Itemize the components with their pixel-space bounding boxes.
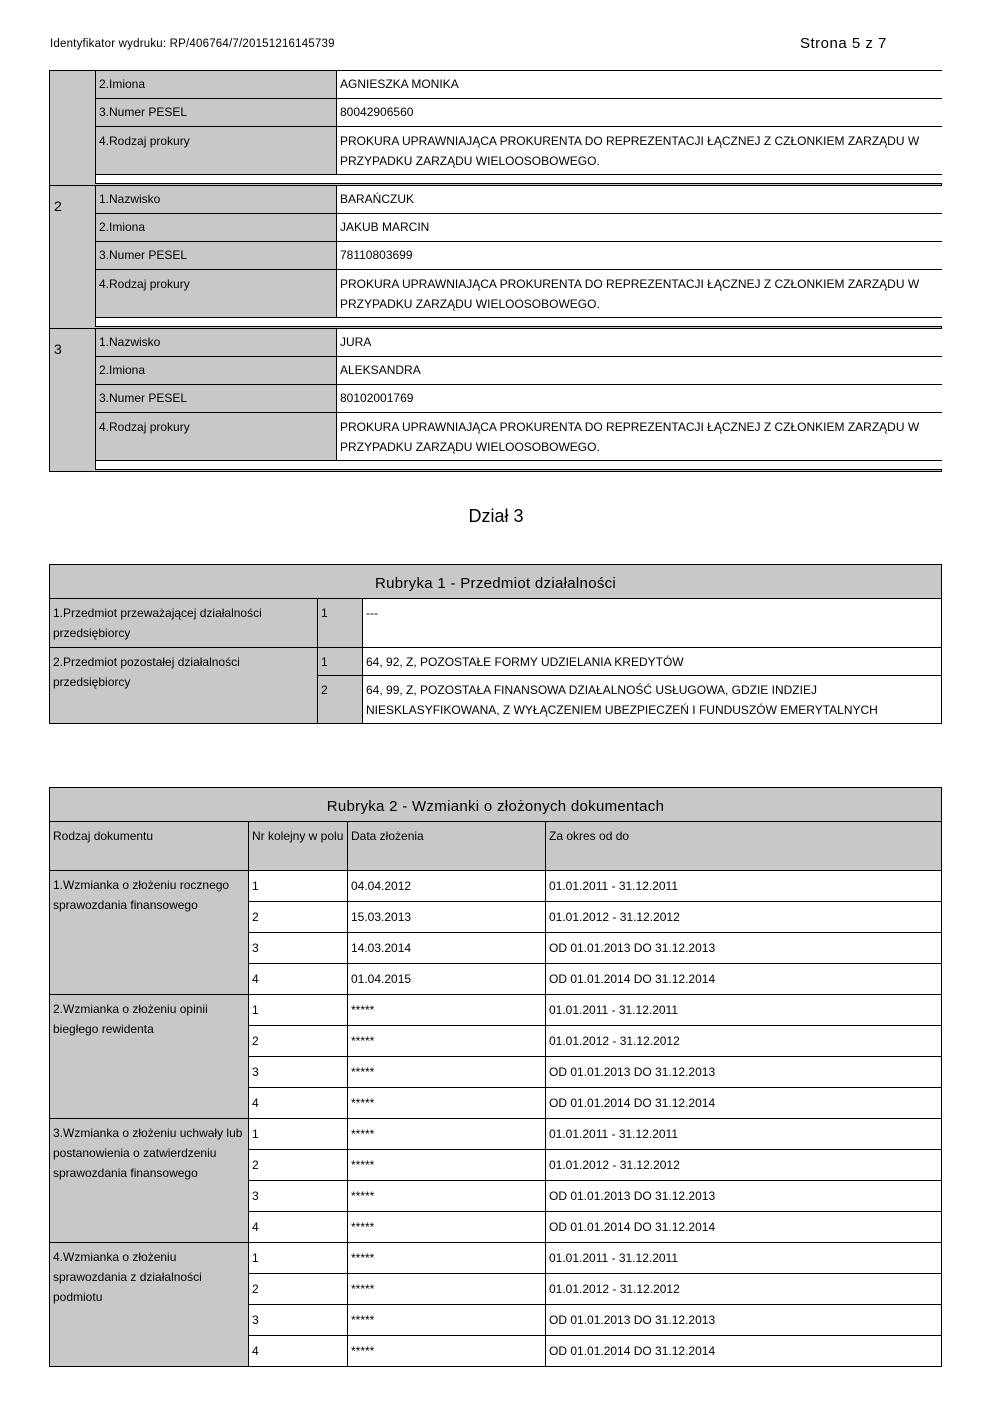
period-range: OD 01.01.2014 DO 31.12.2014 <box>546 1336 942 1367</box>
activity-value: 64, 92, Z, POZOSTAŁE FORMY UDZIELANIA KREDYTÓW <box>363 648 942 676</box>
row-number: 1 <box>318 648 363 676</box>
prokurent-index: 3 <box>54 341 62 357</box>
field-value: PROKURA UPRAWNIAJĄCA PROKURENTA DO REPREZENTACJI ŁĄCZNEJ Z CZŁONKIEM ZARZĄDU W PRZYPADKU ZARZĄDU WIELOOSOBOWEGO. <box>337 270 942 317</box>
row-number: 4 <box>249 1088 348 1119</box>
period-range: 01.01.2011 - 31.12.2011 <box>546 995 942 1026</box>
document-type: 2.Wzmianka o złożeniu opinii biegłego rewidenta <box>50 995 249 1119</box>
field-row <box>96 99 942 127</box>
row-number: 2 <box>249 1026 348 1057</box>
row-number: 4 <box>249 1212 348 1243</box>
submission-date: ***** <box>348 1243 546 1274</box>
field-value: JURA <box>337 329 942 356</box>
period-range: 01.01.2012 - 31.12.2012 <box>546 1150 942 1181</box>
column-header: Data złożenia <box>348 822 546 871</box>
period-range: OD 01.01.2014 DO 31.12.2014 <box>546 1212 942 1243</box>
period-range: OD 01.01.2014 DO 31.12.2014 <box>546 964 942 995</box>
field-row <box>96 385 942 413</box>
period-range: OD 01.01.2013 DO 31.12.2013 <box>546 1057 942 1088</box>
submission-date: ***** <box>348 1057 546 1088</box>
period-range: 01.01.2011 - 31.12.2011 <box>546 1243 942 1274</box>
period-range: 01.01.2012 - 31.12.2012 <box>546 1274 942 1305</box>
submission-date: 15.03.2013 <box>348 902 546 933</box>
field-value: AGNIESZKA MONIKA <box>337 71 942 98</box>
field-value: ALEKSANDRA <box>337 357 942 384</box>
period-range: 01.01.2011 - 31.12.2011 <box>546 1119 942 1150</box>
field-label: 1.Nazwisko <box>96 329 337 356</box>
prokurent-entry <box>49 70 942 186</box>
table-row <box>50 995 942 1026</box>
submission-date: ***** <box>348 1305 546 1336</box>
row-number: 2 <box>249 902 348 933</box>
table-row <box>50 1119 942 1150</box>
activity-value: 64, 99, Z, POZOSTAŁA FINANSOWA DZIAŁALNOŚĆ USŁUGOWA, GDZIE INDZIEJ NIESKLASYFIKOWANA, Z WYŁĄCZENIEM UBEZPIECZEŃ I FUNDUSZÓW EMERYTALNYCH <box>363 676 942 724</box>
document-type: 3.Wzmianka o złożeniu uchwały lub postanowienia o zatwierdzeniu sprawozdania finansowego <box>50 1119 249 1243</box>
submission-date: ***** <box>348 1181 546 1212</box>
field-row <box>96 71 942 99</box>
prokurent-index <box>50 71 95 83</box>
field-label: 4.Rodzaj prokury <box>96 127 337 174</box>
submission-date: ***** <box>348 1212 546 1243</box>
submission-date: ***** <box>348 995 546 1026</box>
prokurent-entry <box>49 328 942 472</box>
submission-date: ***** <box>348 1119 546 1150</box>
pozostala-label: 2.Przedmiot pozostałej działalności przedsiębiorcy <box>50 648 318 724</box>
field-row <box>96 214 942 242</box>
field-label: 3.Numer PESEL <box>96 99 337 126</box>
row-separator <box>96 318 942 327</box>
document-type: 1.Wzmianka o złożeniu rocznego sprawozdania finansowego <box>50 871 249 995</box>
submission-date: ***** <box>348 1088 546 1119</box>
row-separator <box>96 175 942 184</box>
field-row <box>96 270 942 318</box>
column-header: Za okres od do <box>546 822 942 871</box>
field-row <box>96 127 942 175</box>
submission-date: ***** <box>348 1274 546 1305</box>
field-value: 80102001769 <box>337 385 942 412</box>
field-label: 2.Imiona <box>96 214 337 241</box>
print-identifier: Identyfikator wydruku: RP/406764/7/20151216145739 <box>50 38 335 50</box>
row-number: 4 <box>249 1336 348 1367</box>
row-number: 1 <box>249 995 348 1026</box>
row-number: 1 <box>318 599 363 648</box>
activity-value: --- <box>363 599 942 648</box>
rubryka-2-title: Rubryka 2 - Wzmianki o złożonych dokumentach <box>50 788 942 822</box>
field-label: 4.Rodzaj prokury <box>96 413 337 460</box>
submission-date: 04.04.2012 <box>348 871 546 902</box>
rubryka-1-title: Rubryka 1 - Przedmiot działalności <box>50 565 942 599</box>
period-range: 01.01.2011 - 31.12.2011 <box>546 871 942 902</box>
row-number: 2 <box>318 676 363 724</box>
field-value: PROKURA UPRAWNIAJĄCA PROKURENTA DO REPREZENTACJI ŁĄCZNEJ Z CZŁONKIEM ZARZĄDU W PRZYPADKU ZARZĄDU WIELOOSOBOWEGO. <box>337 413 942 460</box>
period-range: OD 01.01.2014 DO 31.12.2014 <box>546 1088 942 1119</box>
rubryka-2-table <box>49 787 942 1367</box>
field-label: 1.Nazwisko <box>96 186 337 213</box>
przewazajaca-label: 1.Przedmiot przeważającej działalności przedsiębiorcy <box>50 599 318 648</box>
field-value: PROKURA UPRAWNIAJĄCA PROKURENTA DO REPREZENTACJI ŁĄCZNEJ Z CZŁONKIEM ZARZĄDU W PRZYPADKU ZARZĄDU WIELOOSOBOWEGO. <box>337 127 942 174</box>
row-number: 3 <box>249 1057 348 1088</box>
prokurent-entry <box>49 185 942 330</box>
field-row <box>96 242 942 270</box>
submission-date: 01.04.2015 <box>348 964 546 995</box>
period-range: OD 01.01.2013 DO 31.12.2013 <box>546 1305 942 1336</box>
field-label: 2.Imiona <box>96 357 337 384</box>
row-separator <box>96 461 942 470</box>
section-title: Dział 3 <box>468 506 524 526</box>
row-number: 1 <box>249 1243 348 1274</box>
field-value: 80042906560 <box>337 99 942 126</box>
field-label: 3.Numer PESEL <box>96 242 337 269</box>
rubryka-1-table <box>49 564 942 724</box>
period-range: 01.01.2012 - 31.12.2012 <box>546 902 942 933</box>
submission-date: ***** <box>348 1026 546 1057</box>
field-row <box>96 186 942 214</box>
field-label: 4.Rodzaj prokury <box>96 270 337 317</box>
row-number: 3 <box>249 1305 348 1336</box>
row-number: 1 <box>249 871 348 902</box>
row-number: 4 <box>249 964 348 995</box>
field-label: 3.Numer PESEL <box>96 385 337 412</box>
submission-date: ***** <box>348 1336 546 1367</box>
field-value: BARAŃCZUK <box>337 186 942 213</box>
table-row <box>50 1243 942 1274</box>
field-row <box>96 357 942 385</box>
field-value: JAKUB MARCIN <box>337 214 942 241</box>
document-type: 4.Wzmianka o złożeniu sprawozdania z działalności podmiotu <box>50 1243 249 1367</box>
column-header: Rodzaj dokumentu <box>50 822 249 871</box>
column-header: Nr kolejny w polu <box>249 822 348 871</box>
period-range: OD 01.01.2013 DO 31.12.2013 <box>546 1181 942 1212</box>
period-range: OD 01.01.2013 DO 31.12.2013 <box>546 933 942 964</box>
row-number: 2 <box>249 1274 348 1305</box>
period-range: 01.01.2012 - 31.12.2012 <box>546 1026 942 1057</box>
field-label: 2.Imiona <box>96 71 337 98</box>
table-row <box>50 871 942 902</box>
field-row <box>96 329 942 357</box>
field-value: 78110803699 <box>337 242 942 269</box>
row-number: 3 <box>249 1181 348 1212</box>
field-row <box>96 413 942 461</box>
submission-date: ***** <box>348 1150 546 1181</box>
row-number: 3 <box>249 933 348 964</box>
page-number: Strona 5 z 7 <box>800 35 887 52</box>
submission-date: 14.03.2014 <box>348 933 546 964</box>
prokurent-index: 2 <box>54 198 62 214</box>
row-number: 2 <box>249 1150 348 1181</box>
row-number: 1 <box>249 1119 348 1150</box>
